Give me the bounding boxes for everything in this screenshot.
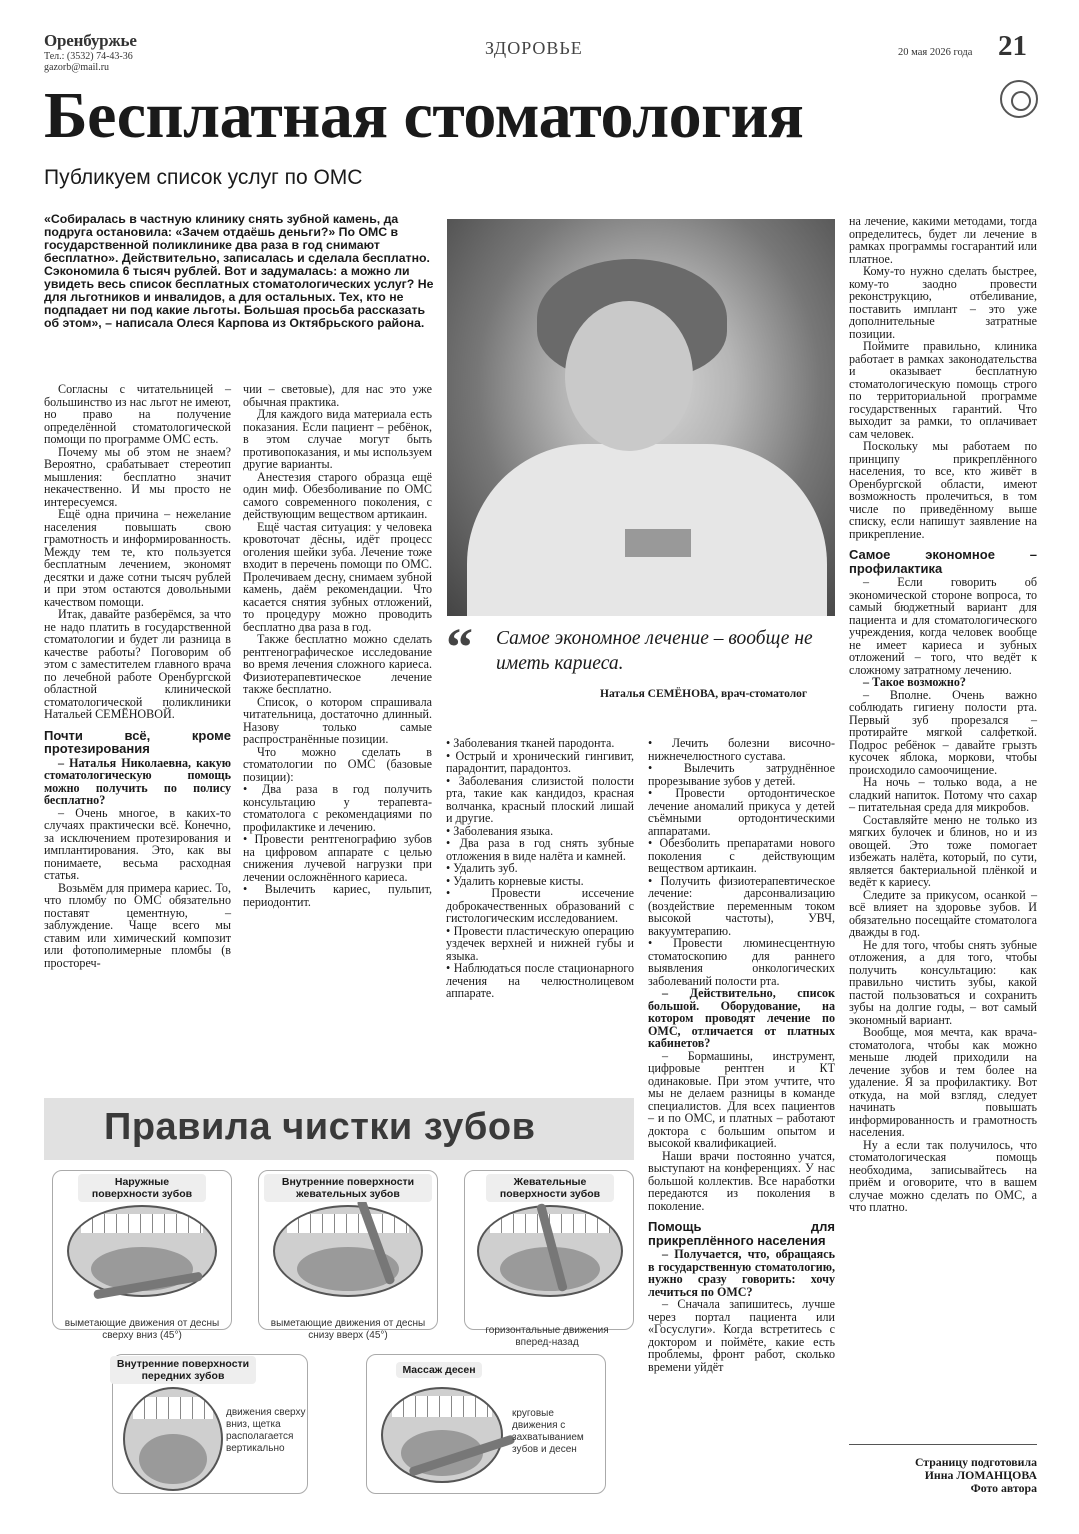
paragraph: Следите за прикусом, осанкой – всё влияет на здоровье зубов. И обязательно посещайте стоматолога дважды в год. bbox=[849, 887, 1037, 939]
list-item: • Вылечить затруднённое прорезывание зубов у детей. bbox=[648, 762, 835, 787]
list-item: • Провести ортодонтическое лечение аномалий прикуса у детей съёмными ортодонтическими аппаратами. bbox=[648, 787, 835, 837]
paragraph: – Получается, что, обращаясь в государственную стоматологию, нужно сразу говорить: хочу лечиться по ОМС? bbox=[648, 1247, 835, 1299]
panel-caption: круговые движения с захватыванием зубов и десен bbox=[512, 1408, 584, 1455]
paragraph: Ещё частая ситуация: у человека кровоточат дёсны, идёт процесс оголения шейки зуба. Лечение тоже входит в перечень помощи по ОМС. Пролечиваем десну, снимаем зубной камень, даём рекомендации. Что касается снятия зубных отложений, то процедуру можно проводить бесплатно два раза в год. bbox=[243, 519, 432, 634]
mouth-illustration bbox=[123, 1387, 223, 1491]
text-column-4 bbox=[648, 737, 835, 1373]
list-item: • Обезболить препаратами нового поколения с действующим веществом артикаин. bbox=[648, 837, 835, 875]
paragraph: Также бесплатно можно сделать рентгенографическое исследование во время лечения сложного кариеса. Физиотерапевтическое лечение также бесплатно. bbox=[243, 632, 432, 696]
paragraph: Анестезия старого образца ещё один миф. Обезболивание по ОМС самого современного поколения, с действующим веществом артикаин. bbox=[243, 469, 432, 521]
paragraph: Почему мы об этом не знаем? Вероятно, срабатывает стереотип мышления: бесплатно значит некачественно. И мы просто не интересуемся. bbox=[44, 444, 231, 509]
contact-phone: Тел.: (3532) 74-43-36 bbox=[44, 51, 133, 62]
panel-label: Внутренние поверхности жевательных зубов bbox=[264, 1174, 432, 1202]
list-item: • Удалить зуб. bbox=[446, 862, 634, 875]
subheading: Помощь для прикреплённого населения bbox=[648, 1219, 835, 1248]
paragraph: На ночь – только вода, а не сладкий напиток. Потому что сахар – питательная среда для микробов. bbox=[849, 775, 1037, 814]
article-title: Бесплатная стоматология bbox=[44, 79, 804, 152]
article-lead: «Собиралась в частную клинику снять зубной камень, да подруга остановила: «Зачем отдаёшь деньги?» По ОМС в государственной поликлинике два раза в год снимают бесплатно». Действительно, записалась и сделала бесплатно. Сэкономила 6 тысяч рублей. Вот и задумалась: а можно ли увидеть весь список бесплатных стоматологических услуг? Не для льготников и инвалидов, а для остальных. Тех, кто не подпадает ни под какие льготы. Большая просьба рассказать об этом», – написала Олеся Карпова из Октябрьского района. bbox=[44, 212, 434, 330]
list-item: • Заболевания слизистой полости рта, такие как кандидоз, красная волчанка, красный плоский лишай и другие. bbox=[446, 775, 634, 825]
panel-caption: горизонтальные движения вперед-назад bbox=[485, 1325, 609, 1348]
subheading: Самое экономное – профилактика bbox=[849, 547, 1037, 576]
mouth-illustration bbox=[273, 1205, 423, 1297]
paragraph: Вообще, моя мечта, как врача-стоматолога, чтобы как можно меньше людей приходили на лечение зубов и тем более на удаление. Я за профилактику. Вот откуда, на мой взгляд, следует начинать повышать информированность и грамотность населения. bbox=[849, 1025, 1037, 1139]
paragraph: – Если говорить об экономической стороне вопроса, то самый бюджетный вариант для пациента и для стоматологического учреждения, когда человек вообще не имеет кариеса и зубных отложений – того, что ведёт к сложному затратному лечению. bbox=[849, 575, 1037, 677]
panel-label: Наружные поверхности зубов bbox=[78, 1174, 206, 1202]
issue-date: 20 мая 2026 года bbox=[898, 47, 973, 58]
panel-label: Внутренние поверхности передних зубов bbox=[110, 1356, 256, 1384]
quote-mark-icon: “ bbox=[446, 617, 473, 677]
paragraph: Ну а если так получилось, что стоматологическая помощь необходима, записывайтесь на приём и оговорите, что в вашем случае можно сделать по ОМС, а что платно. bbox=[849, 1137, 1037, 1214]
list-item: • Провести иссечение доброкачественных образований с гистологическим исследованием. bbox=[446, 887, 634, 925]
paragraph: Ещё одна причина – нежелание населения повышать свою грамотность и информированность. Между тем те, кто пользуется бесплатным лечением, экономят десятки и даже сотни тысяч рублей и при этом остаются довольными качеством помощи. bbox=[44, 507, 231, 609]
list-item: • Два раза в год получить консультацию у терапевта-стоматолога с рекомендациями по профилактике и лечению. bbox=[243, 783, 432, 833]
list-item: • Два раза в год снять зубные отложения в виде налёта и камней. bbox=[446, 837, 634, 862]
infographic-title: Правила чистки зубов bbox=[104, 1106, 536, 1148]
list-item: • Заболевания тканей пародонта. bbox=[446, 737, 634, 750]
paragraph: Поскольку мы работаем по принципу прикреплённого населения, то все, кто живёт в Оренбургской области, имеют возможность пролечиться, в том числе по приведённому выше списку, если напишут заявление на прикрепление. bbox=[849, 439, 1037, 541]
text-column-2 bbox=[243, 383, 432, 908]
panel-caption: выметающие движения от десны сверху вниз (45°) bbox=[64, 1318, 220, 1341]
contact-email: gazorb@mail.ru bbox=[44, 62, 110, 73]
paragraph: Что можно сделать в стоматологии по ОМС (базовые позиции): bbox=[243, 744, 432, 784]
list-item: • Заболевания языка. bbox=[446, 825, 634, 838]
paragraph: Не для того, чтобы снять зубные отложения, а для того, чтобы получить консультацию: как правильно чистить зубы, какой пастой пользоваться и сохранить зубы на долгие годы, – вот самый экономный вариант. bbox=[849, 937, 1037, 1027]
list-item: • Получить физиотерапевтическое лечение: дарсонвализацию (воздействие переменным током высокой частоты), УВЧ, вакуумтерапию. bbox=[648, 875, 835, 938]
article-subtitle: Публикуем список услуг по ОМС bbox=[44, 166, 363, 189]
paragraph: чии – световые), для нас это уже обычная практика. bbox=[243, 382, 432, 409]
page-number: 21 bbox=[998, 30, 1027, 62]
contact-info bbox=[44, 51, 133, 73]
paragraph: Согласны с читательницей – большинство из нас льгот не имеют, но право на получение определённой стоматологической помощи по программе ОМС есть. bbox=[44, 382, 231, 446]
paragraph: Возьмём для примера кариес. То, что пломбу по ОМС обязательно поставят цементную, – заблуждение. Чаще всего мы ставим или химический композит или фотополимерные пломбы (в простореч- bbox=[44, 880, 231, 970]
list-item: • Удалить корневые кисты. bbox=[446, 875, 634, 888]
paragraph: – Сначала запишитесь, лучше через портал пациента или «Госуслуги». Когда встретитесь с доктором и поймёте, какие есть проблемы, фронт работ, сколько времени уйдёт bbox=[648, 1297, 835, 1374]
paragraph: Поймите правильно, клиника работает в рамках законодательства и оказывает бесплатную стоматологическую помощь строго по территориальной программе государственных гарантий. Что выходит за рамки, то оплачивает сам человек. bbox=[849, 339, 1037, 441]
paragraph: Для каждого вида материала есть показания. Если пациент – ребёнок, в этом случае могут быть противопоказания, и мы используем другие варианты. bbox=[243, 407, 432, 471]
section-name: ЗДОРОВЬЕ bbox=[485, 38, 583, 58]
panel-caption: движения сверху вниз, щетка располагается вертикально bbox=[226, 1407, 306, 1454]
quote-author: Наталья СЕМЁНОВА, врач-стоматолог bbox=[600, 688, 808, 700]
pull-quote: Самое экономное лечение – вообще не иметь кариеса. bbox=[496, 628, 813, 674]
paragraph: – Наталья Николаевна, какую стоматологическую помощь можно получить по полису бесплатно? bbox=[44, 755, 231, 807]
photo-badge bbox=[625, 529, 691, 557]
text-column-1 bbox=[44, 383, 231, 969]
list-item: • Наблюдаться после стационарного лечения на челюстнолицевом аппарате. bbox=[446, 962, 634, 1000]
list-item: • Вылечить кариес, пульпит, периодонтит. bbox=[243, 883, 432, 908]
credit-photo: Фото автора bbox=[970, 1481, 1037, 1495]
photo-face bbox=[565, 301, 693, 451]
paragraph: Наши врачи постоянно учатся, выступают на конференциях. У нас большой коллектив. Все наработки передаются из поколения в поколение. bbox=[648, 1148, 835, 1213]
credit-author: Инна ЛОМАНЦОВА bbox=[924, 1468, 1037, 1482]
subheading: Почти всё, кроме протезирования bbox=[44, 727, 231, 756]
paragraph: – Действительно, список большой. Оборудование, на котором проводят лечение по ОМС, отличается от платных кабинетов? bbox=[648, 986, 835, 1050]
list-item: • Провести люминесцентную стоматоскопию для раннего выявления онкологических заболеваний полости рта. bbox=[648, 937, 835, 987]
list-item: • Провести рентгенографию зубов на цифровом аппарате с целью снижения лучевой нагрузки при лечении осложнённого кариеса. bbox=[243, 833, 432, 883]
paragraph: на лечение, какими методами, тогда определитесь, будет ли лечение в рамках программы госгарантий или платное. bbox=[849, 214, 1037, 266]
paragraph: – Вполне. Очень важно соблюдать гигиену полости рта. Первый зуб прорезался – протирайте мягкой салфеткой. Подрос ребёнок – давайте грызть кусочек яблока, моркови, чтобы происходило самоочищение. bbox=[849, 687, 1037, 777]
paragraph: Итак, давайте разберёмся, за что не надо платить в государственной стоматологии и будет ли разница в качестве работы? Поговорим об этом с заместителем главного врача по лечебной работе Оренбургской областной клинической стоматологической поликлиники Натальей СЕМЁНОВОЙ. bbox=[44, 607, 231, 721]
paragraph: Список, о котором спрашивала читательница, достаточно длинный. Назову только самые распространённые позиции. bbox=[243, 694, 432, 746]
panel-label: Массаж десен bbox=[396, 1362, 482, 1378]
text-column-3 bbox=[446, 737, 634, 1000]
newspaper-brand: Оренбуржье bbox=[44, 31, 137, 50]
paragraph: Составляйте меню не только из мягких булочек и блинов, но и из овощей. Это тоже помогает избежать налёта, который, по сути, является бактериальной плёнкой и ведёт к кариесу. bbox=[849, 812, 1037, 889]
list-item: • Лечить болезни височно-нижнечелюстного сустава. bbox=[648, 737, 835, 762]
seal-icon bbox=[1000, 80, 1038, 118]
paragraph: – Очень многое, в каких-то случаях практически всё. Конечно, за исключением протезирования и имплантирования. Это, как вы понимаете, весьма расходная статья. bbox=[44, 805, 231, 882]
doctor-photo bbox=[447, 219, 835, 616]
panel-caption: выметающие движения от десны снизу вверх (45°) bbox=[270, 1318, 426, 1341]
paragraph: – Бормашины, инструмент, цифровые рентген и КТ одинаковые. При этом учтите, что мы не делаем разницы в команде специалистов. Для всех пациентов – и по ОМС, и платных – работают доктора с большим опытом и высокой квалификацией. bbox=[648, 1048, 835, 1150]
panel-label: Жевательные поверхности зубов bbox=[486, 1174, 614, 1202]
credit-divider bbox=[849, 1444, 1037, 1445]
text-column-5 bbox=[849, 215, 1037, 1214]
page-credit bbox=[849, 1456, 1037, 1495]
credit-line: Страницу подготовила bbox=[914, 1455, 1037, 1469]
list-item: • Провести пластическую операцию уздечек верхней и нижней губы и языка. bbox=[446, 925, 634, 963]
list-item: • Острый и хронический гингивит, парадонтит, парадонтоз. bbox=[446, 750, 634, 775]
paragraph: Кому-то нужно сделать быстрее, кому-то заодно провести реконструкцию, отбеливание, поставить имплант – это уже дополнительные затратные позиции. bbox=[849, 264, 1037, 341]
paragraph: – Такое возможно? bbox=[863, 675, 966, 689]
mouth-illustration bbox=[381, 1387, 503, 1483]
